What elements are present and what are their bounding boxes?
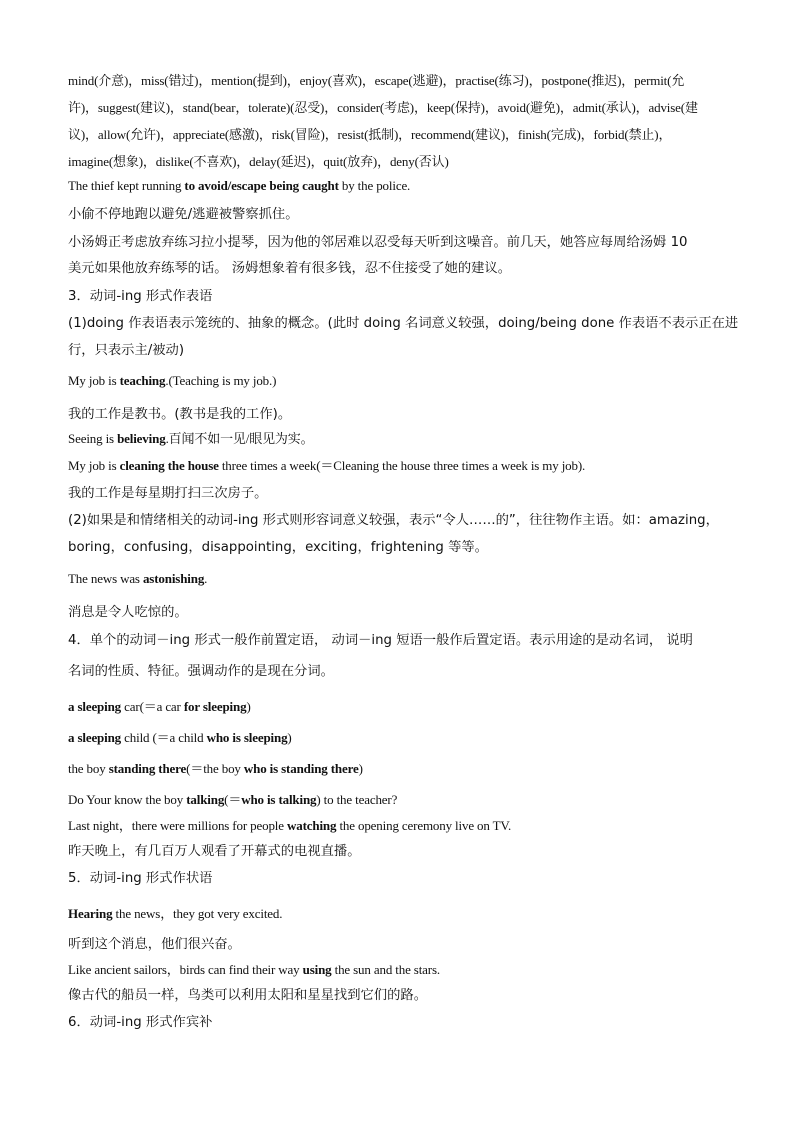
example-translation: 我的工作是每星期打扫三次房子。 [68,486,268,501]
example-sentence: Hearing the news，they got very excited. [68,906,283,921]
emphasis: astonishing [142,571,205,586]
emphasis: cleaning the house [119,458,219,473]
emphasis: believing [117,431,166,446]
example-translation: 消息是令人吃惊的。 [68,605,188,620]
emphasis: standing there [108,761,187,776]
section-3-point-2-line-2: boring，confusing，disappointing，exciting，frightening 等等。 [68,540,488,555]
section-4-line-1: 4．单个的动词－ing 形式一般作前置定语， 动词－ing 短语一般作后置定语。表示用途的是动名词， 说明 [68,633,693,648]
verb-list-line-3: 议)，allow(允许)，appreciate(感激)，risk(冒险)，resist(抵制)，recommend(建议)，finish(完成)，forbid(禁止)， [68,127,672,142]
example-sentence: Last night，there were millions for people watching the opening ceremony live on TV. [68,818,512,833]
example-sentence: My job is cleaning the house three times a week(＝Cleaning the house three times a week is my job). [68,458,586,473]
verb-list-line-2: 许)，suggest(建议)，stand(bear，tolerate)(忍受)，consider(考虑)，keep(保持)，avoid(避免)，admit(承认)，advise(建 [68,100,698,115]
emphasis: using [302,962,332,977]
example-sentence: Do Your know the boy talking(＝who is talking) to the teacher? [68,792,398,807]
section-5-heading: 5．动词-ing 形式作状语 [68,871,213,886]
example-translation: 像古代的船员一样，鸟类可以利用太阳和星星找到它们的路。 [68,988,428,1003]
emphasis: Hearing [68,906,113,921]
example-phrase: a sleeping car(＝a car for sleeping) [68,699,251,714]
emphasis: who is standing there [243,761,359,776]
story-line-1: 小汤姆正考虑放弃练习拉小提琴，因为他的邻居难以忍受每天听到这噪音。前几天，她答应每周给汤姆 10 [68,235,688,250]
emphasis: teaching [119,373,166,388]
story-line-2: 美元如果他放弃练琴的话。 汤姆想象着有很多钱，忍不住接受了她的建议。 [68,261,512,276]
section-4-line-2: 名词的性质、特征。强调动作的是现在分词。 [68,664,334,679]
example-phrase: a sleeping child (＝a child who is sleeping) [68,730,292,745]
emphasis: to avoid/escape being caught [184,178,339,193]
example-phrase: the boy standing there(＝the boy who is standing there) [68,761,363,776]
example-sentence: My job is teaching.(Teaching is my job.) [68,373,277,388]
example-sentence: Seeing is believing.百闻不如一见/眼见为实。 [68,431,314,446]
example-translation: 听到这个消息，他们很兴奋。 [68,937,241,952]
verb-list-line-1: mind(介意)，miss(错过)，mention(提到)，enjoy(喜欢)，escape(逃避)，practise(练习)，postpone(推迟)，permit(允 [68,73,685,88]
emphasis: who is talking [241,792,317,807]
emphasis: a sleeping [68,699,122,714]
example-translation: 我的工作是教书。(教书是我的工作)。 [68,407,292,422]
emphasis: watching [286,818,337,833]
emphasis: for sleeping [183,699,247,714]
example-translation: 小偷不停地跑以避免/逃避被警察抓住。 [68,207,299,222]
emphasis: who is sleeping [206,730,288,745]
section-3-point-1-line-2: 行，只表示主/被动) [68,343,185,358]
verb-list-line-4: imagine(想象)，dislike(不喜欢)，delay(延迟)，quit(放弃)，deny(否认) [68,154,449,169]
example-sentence: The news was astonishing. [68,571,208,586]
emphasis: a sleeping [68,730,122,745]
emphasis: talking [186,792,225,807]
section-3-point-1-line-1: (1)doing 作表语表示笼统的、抽象的概念。(此时 doing 名词意义较强，doing/being done 作表语不表示正在进 [68,316,739,331]
example-sentence: The thief kept running to avoid/escape being caught by the police. [68,178,411,193]
section-6-heading: 6．动词-ing 形式作宾补 [68,1015,213,1030]
section-3-heading: 3．动词-ing 形式作表语 [68,289,213,304]
example-translation: 昨天晚上，有几百万人观看了开幕式的电视直播。 [68,844,361,859]
example-sentence: Like ancient sailors，birds can find their way using the sun and the stars. [68,962,440,977]
section-3-point-2-line-1: (2)如果是和情绪相关的动词-ing 形式则形容词意义较强，表示“令人……的”，往往物作主语。如：amazing， [68,513,719,528]
